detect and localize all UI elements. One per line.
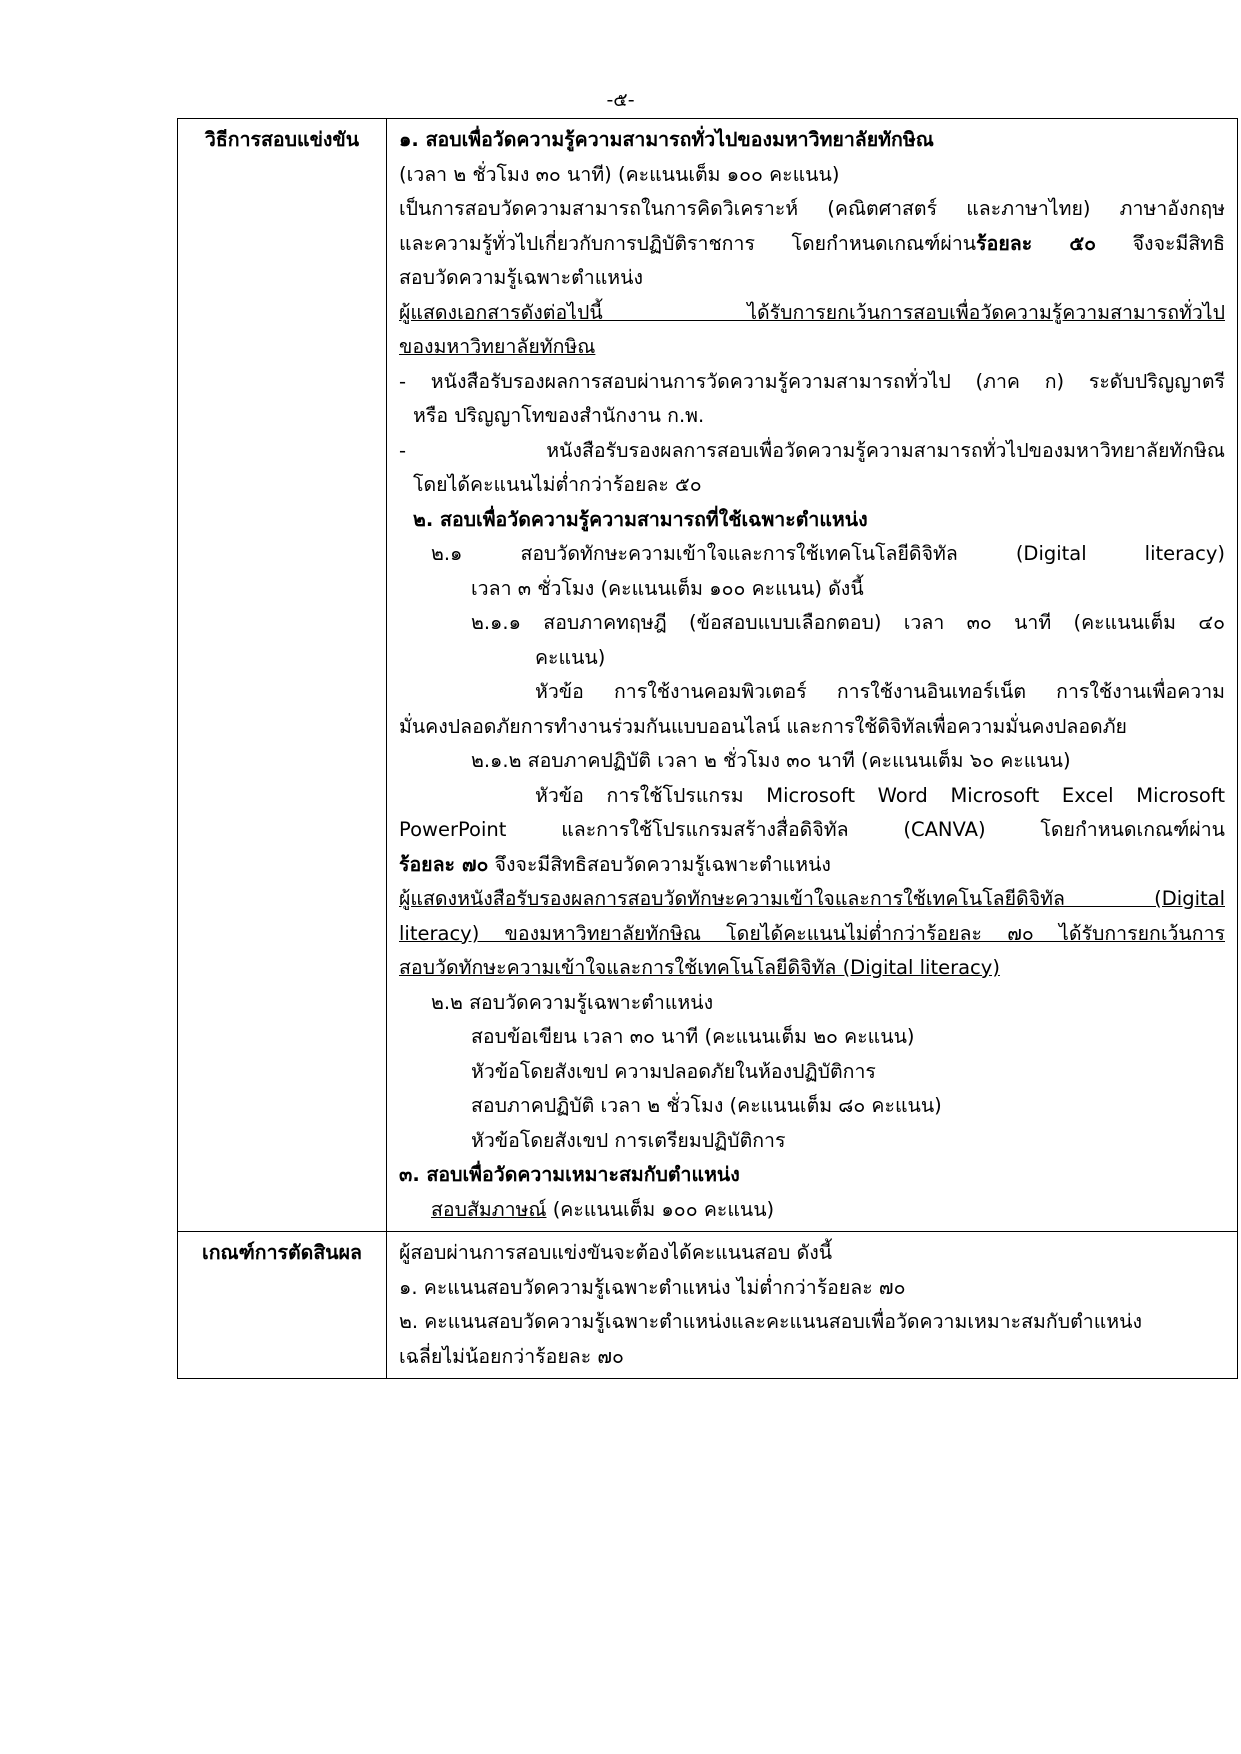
section-3-heading: ๓. สอบเพื่อวัดความเหมาะสมกับตำแหน่ง xyxy=(399,1163,740,1186)
section-2-1-1-cont: คะแนน) xyxy=(535,645,606,669)
digital-exemption-line-3: สอบวัดทักษะความเข้าใจและการใช้เทคโนโลยีดิจิทัล (Digital literacy) xyxy=(399,956,1000,979)
exemption-item-2-cont: โดยได้คะแนนไม่ต่ำกว่าร้อยละ ๕๐ xyxy=(413,473,702,496)
digital-exemption-line-1: ผู้แสดงหนังสือรับรองผลการสอบวัดทักษะความเข้าใจและการใช้เทคโนโลยีดิจิทัล (Digital xyxy=(399,887,1225,910)
section-1-heading: ๑. สอบเพื่อวัดความรู้ความสามารถทั่วไปของมหาวิทยาลัยทักษิณ xyxy=(399,128,934,151)
text: (คะแนนเต็ม ๑๐๐ คะแนน) xyxy=(546,1197,775,1221)
section-2-1-2-threshold xyxy=(399,848,1225,883)
row-label-judging: เกณฑ์การตัดสินผล xyxy=(178,1232,387,1379)
pass-threshold-70: ร้อยละ ๗๐ xyxy=(399,852,489,876)
written-exam: สอบข้อเขียน เวลา ๓๐ นาที (คะแนนเต็ม ๒๐ คะแนน) xyxy=(471,1025,915,1048)
exemption-note-line-2: ของมหาวิทยาลัยทักษิณ xyxy=(399,335,596,358)
row-content-judging xyxy=(387,1232,1238,1379)
judging-criterion-1: ๑. คะแนนสอบวัดความรู้เฉพาะตำแหน่ง ไม่ต่ำกว่าร้อยละ ๗๐ xyxy=(399,1275,906,1299)
section-2-1-heading: ๒.๑ สอบวัดทักษะความเข้าใจและการใช้เทคโนโลยีดิจิทัล (Digital literacy) xyxy=(431,542,1225,565)
interview xyxy=(399,1193,1225,1228)
row-label-exam-method: วิธีการสอบแข่งขัน xyxy=(178,119,387,1232)
row-content-exam-method xyxy=(387,119,1238,1232)
section-2-1-1-heading: ๒.๑.๑ สอบภาคทฤษฎี (ข้อสอบแบบเลือกตอบ) เวลา ๓๐ นาที (คะแนนเต็ม ๔๐ xyxy=(471,611,1225,634)
table-row-judging xyxy=(178,1232,1238,1379)
text: จึงจะมีสิทธิสอบวัดความรู้เฉพาะตำแหน่ง xyxy=(488,852,831,876)
interview-label: สอบสัมภาษณ์ xyxy=(431,1197,547,1221)
section-2-1-1-topics-1: หัวข้อ การใช้งานคอมพิวเตอร์ การใช้งานอินเทอร์เน็ต การใช้งานเพื่อความ xyxy=(535,680,1225,703)
text: และความรู้ทั่วไปเกี่ยวกับการปฏิบัติราชการ โดยกำหนดเกณฑ์ผ่าน xyxy=(399,231,977,255)
section-2-1-2-heading: ๒.๑.๒ สอบภาคปฏิบัติ เวลา ๒ ชั่วโมง ๓๐ นาที (คะแนนเต็ม ๖๐ คะแนน) xyxy=(471,749,1071,772)
exam-criteria-table xyxy=(177,118,1238,1379)
exemption-item-2: - หนังสือรับรองผลการสอบเพื่อวัดความรู้ความสามารถทั่วไปของมหาวิทยาลัยทักษิณ xyxy=(399,438,1225,462)
practical-exam-topics: หัวข้อโดยสังเขป การเตรียมปฏิบัติการ xyxy=(471,1128,786,1152)
section-2-1-duration: เวลา ๓ ชั่วโมง (คะแนนเต็ม ๑๐๐ คะแนน) ดังนี้ xyxy=(471,576,864,600)
section-2-1-2-topics-1: หัวข้อ การใช้โปรแกรม Microsoft Word Microsoft Excel Microsoft xyxy=(535,783,1225,807)
judging-criterion-2: ๒. คะแนนสอบวัดความรู้เฉพาะตำแหน่งและคะแนนสอบเพื่อวัดความเหมาะสมกับตำแหน่ง xyxy=(399,1310,1142,1333)
pass-threshold-50: ร้อยละ ๕๐ xyxy=(976,231,1097,255)
section-2-heading: ๒. สอบเพื่อวัดความรู้ความสามารถที่ใช้เฉพาะตำแหน่ง xyxy=(413,507,868,531)
exemption-note-line-1: ผู้แสดงเอกสารดังต่อไปนี้ ได้รับการยกเว้นการสอบเพื่อวัดความรู้ความสามารถทั่วไป xyxy=(399,300,1225,324)
section-2-2-heading: ๒.๒ สอบวัดความรู้เฉพาะตำแหน่ง xyxy=(431,990,714,1014)
judging-criterion-2-cont: เฉลี่ยไม่น้อยกว่าร้อยละ ๗๐ xyxy=(399,1344,624,1368)
exemption-item-1-cont: หรือ ปริญญาโทของสำนักงาน ก.พ. xyxy=(413,404,705,427)
page-number: -๕- xyxy=(606,89,635,111)
written-exam-topics: หัวข้อโดยสังเขป ความปลอดภัยในห้องปฏิบัติการ xyxy=(471,1059,876,1083)
section-1-duration: (เวลา ๒ ชั่วโมง ๓๐ นาที) (คะแนนเต็ม ๑๐๐ คะแนน) xyxy=(399,162,840,186)
section-1-desc-line-2 xyxy=(399,227,1225,262)
text: จึงจะมีสิทธิ xyxy=(1096,231,1225,255)
section-2-1-2-topics-2: PowerPoint และการใช้โปรแกรมสร้างสื่อดิจิทัล (CANVA) โดยกำหนดเกณฑ์ผ่าน xyxy=(399,818,1225,841)
section-2-1-1-topics-2: มั่นคงปลอดภัยการทำงานร่วมกันแบบออนไลน์ และการใช้ดิจิทัลเพื่อความมั่นคงปลอดภัย xyxy=(399,714,1127,738)
digital-exemption-line-2: literacy) ของมหาวิทยาลัยทักษิณ โดยได้คะแนนไม่ต่ำกว่าร้อยละ ๗๐ ได้รับการยกเว้นการ xyxy=(399,921,1225,945)
table-row-exam-method xyxy=(178,119,1238,1232)
exemption-item-1: - หนังสือรับรองผลการสอบผ่านการวัดความรู้ความสามารถทั่วไป (ภาค ก) ระดับปริญญาตรี xyxy=(399,369,1225,393)
practical-exam: สอบภาคปฏิบัติ เวลา ๒ ชั่วโมง (คะแนนเต็ม ๘๐ คะแนน) xyxy=(471,1094,942,1117)
section-1-desc-line-3: สอบวัดความรู้เฉพาะตำแหน่ง xyxy=(399,266,643,289)
section-1-desc-line-1: เป็นการสอบวัดความสามารถในการคิดวิเคราะห์ (คณิตศาสตร์ และภาษาไทย) ภาษาอังกฤษ xyxy=(399,197,1225,220)
judging-intro: ผู้สอบผ่านการสอบแข่งขันจะต้องได้คะแนนสอบ ดังนี้ xyxy=(399,1241,833,1264)
